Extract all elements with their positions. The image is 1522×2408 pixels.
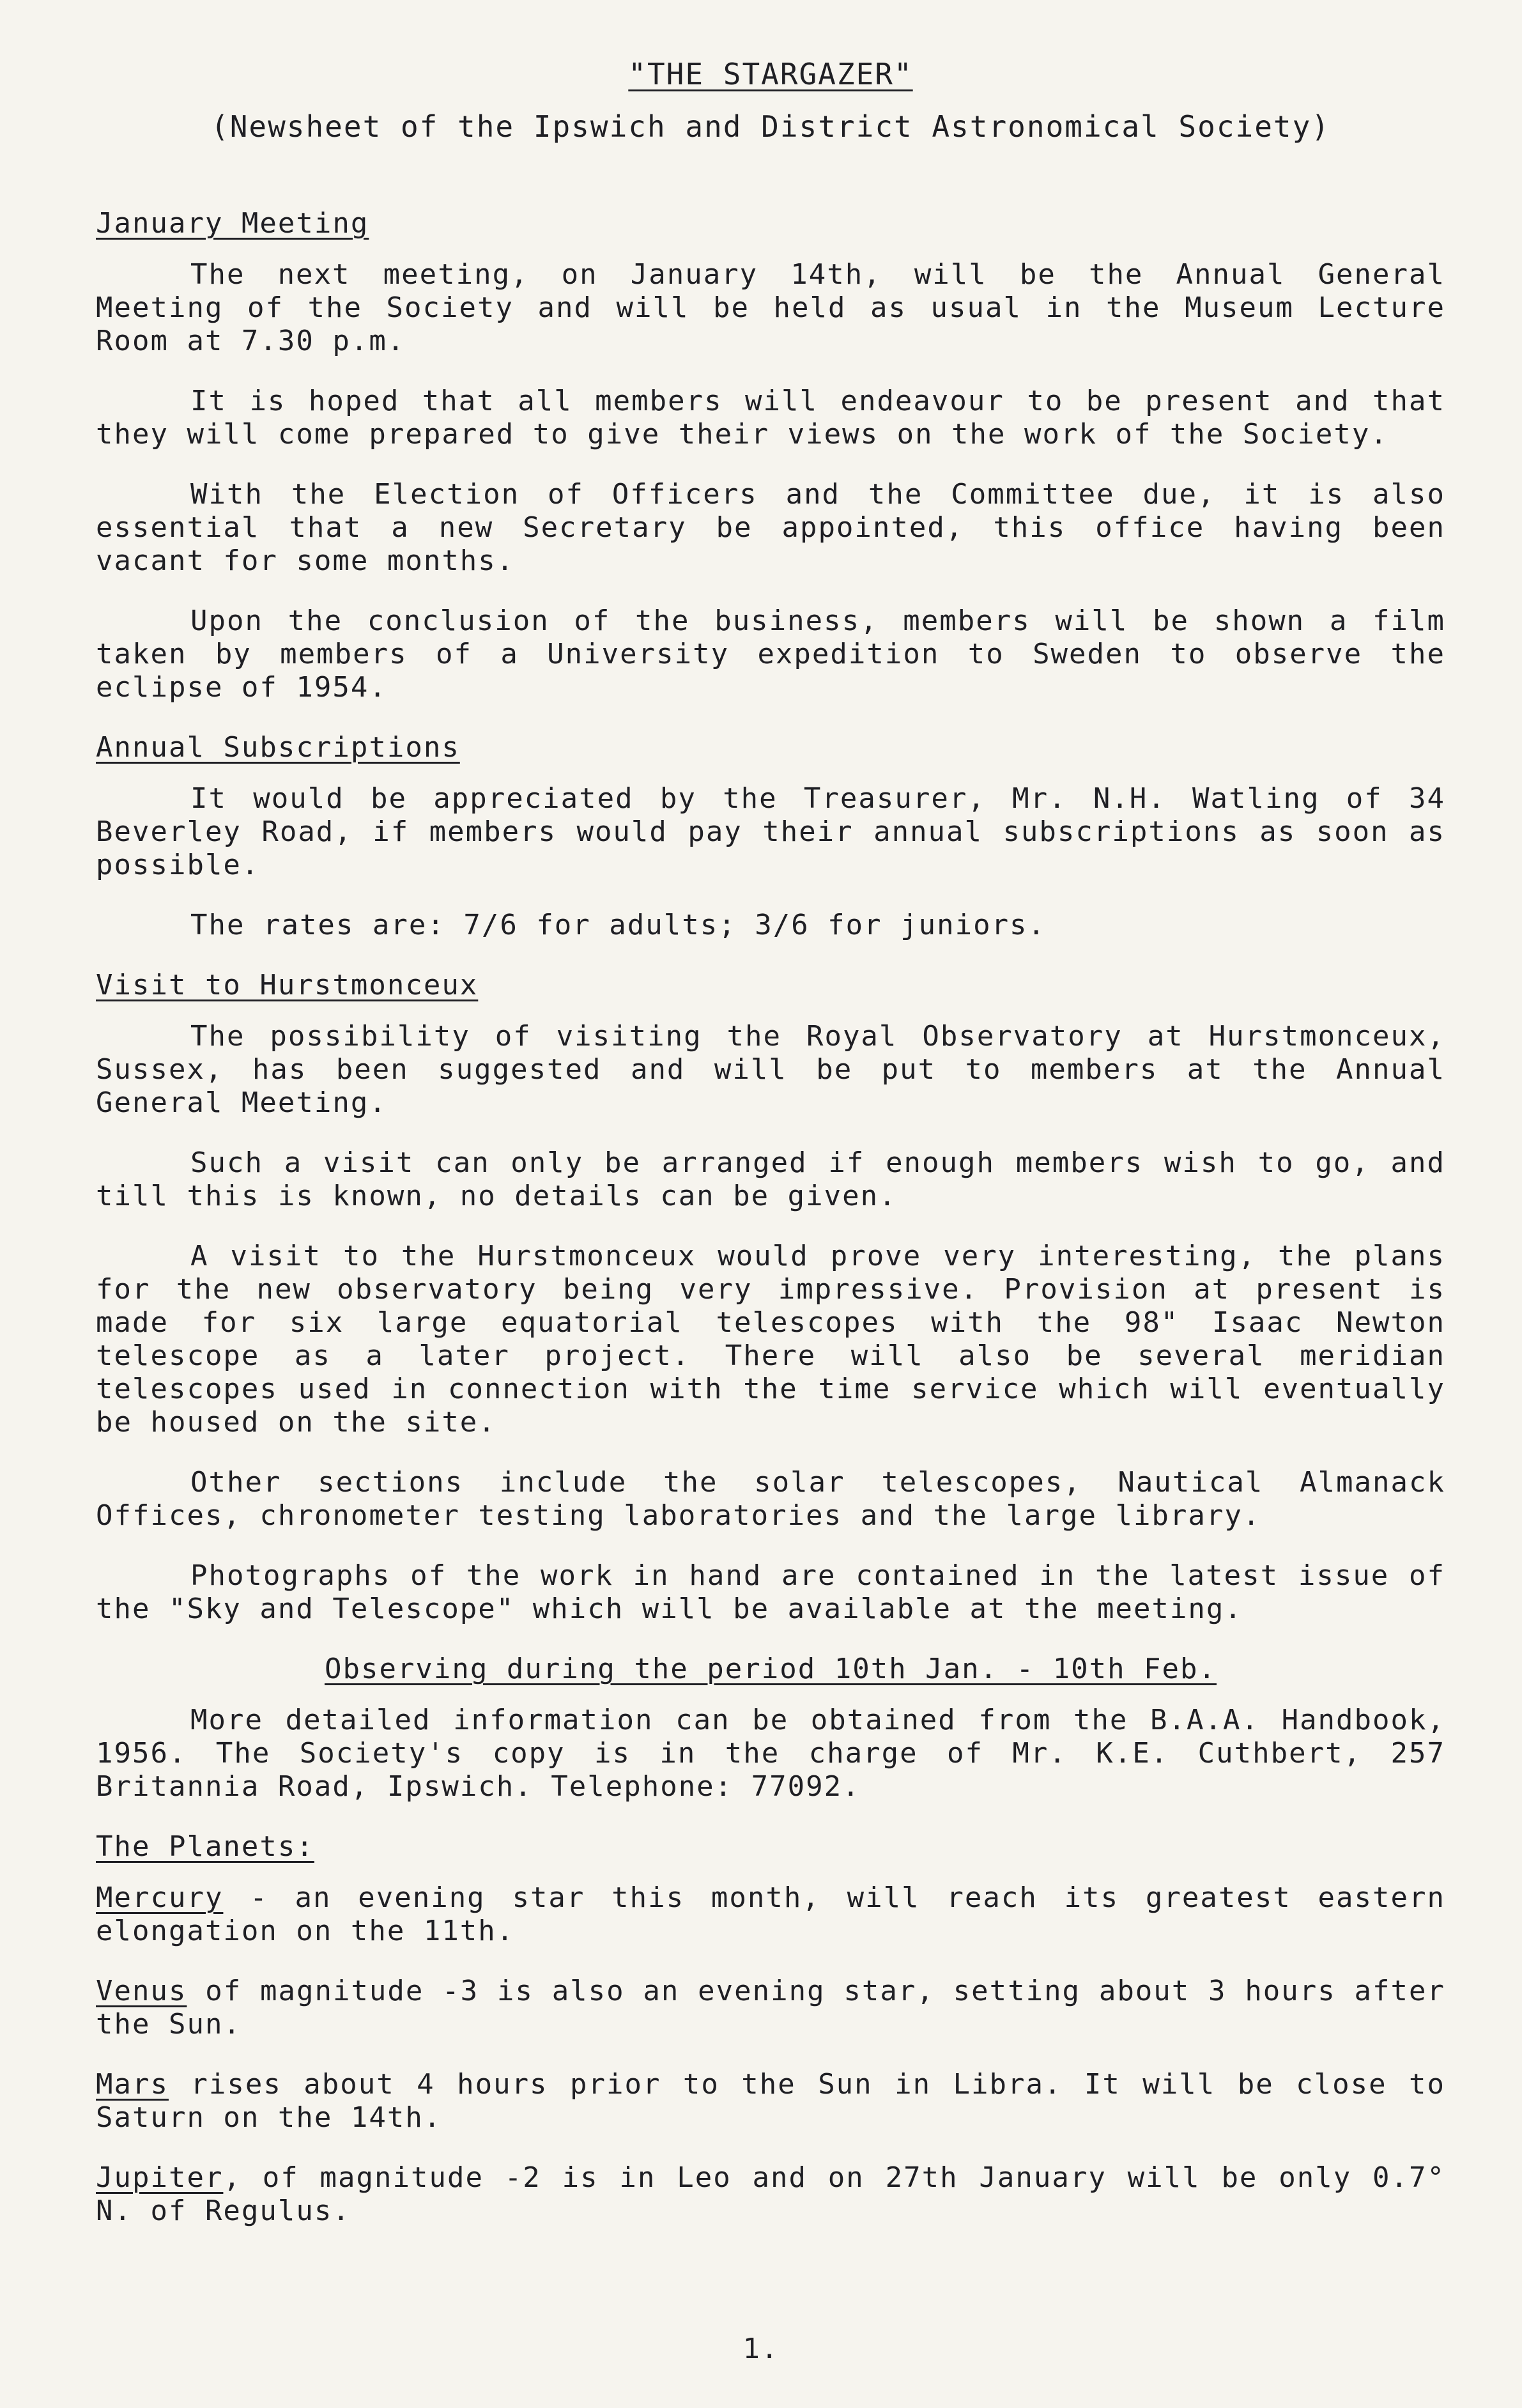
paragraph: A visit to the Hurstmonceux would prove very interesting, the plans for the new observatory being very impressive. Provision at present is made for six large equatorial telescopes with the 98" Isaac Newton telescope as a later project. There will also be several meridian telescopes used in connection with the time service which will eventually be housed on the site. [96, 1240, 1445, 1439]
planets-heading: The Planets: [96, 1830, 314, 1863]
paragraph: Such a visit can only be arranged if enough members wish to go, and till this is known, no details can be given. [96, 1146, 1445, 1212]
january-meeting-section [96, 207, 1445, 704]
paragraph: The rates are: 7/6 for adults; 3/6 for juniors. [190, 909, 1047, 941]
planet-name: Venus [96, 1975, 187, 2007]
visit-heading: Visit to Hurstmonceux [96, 969, 479, 1001]
planet-text: rises about 4 hours prior to the Sun in Libra. It will be close to Saturn on the 14th. [96, 2068, 1445, 2134]
newsheet-subtitle: (Newsheet of the Ipswich and District Astronomical Society) [211, 109, 1330, 144]
january-meeting-heading: January Meeting [96, 207, 369, 240]
paragraph: The next meeting, on January 14th, will be the Annual General Meeting of the Society and will be held as usual in the Museum Lecture Room at 7.30 p.m. [96, 258, 1445, 357]
annual-subscriptions-section [96, 731, 1445, 942]
observing-heading: Observing during the period 10th Jan. - 10th Feb. [324, 1653, 1217, 1685]
page-number: 1. [742, 2333, 780, 2365]
planet-text: , of magnitude -2 is in Leo and on 27th January will be only 0.7° N. of Regulus. [96, 2161, 1445, 2227]
planet-name: Jupiter [96, 2161, 224, 2194]
planet-entry-venus [96, 1975, 1445, 2041]
planet-entry-mercury [96, 1881, 1445, 1948]
planet-name: Mercury [96, 1881, 224, 1914]
planet-text: of magnitude -3 is also an evening star, setting about 3 hours after the Sun. [96, 1975, 1445, 2041]
paragraph: The possibility of visiting the Royal Observatory at Hurstmonceux, Sussex, has been suggested and will be put to members at the Annual General Meeting. [96, 1020, 1445, 1119]
planet-entry-mars [96, 2068, 1445, 2134]
paragraph: Upon the conclusion of the business, members will be shown a film taken by members of a University expedition to Sweden to observe the eclipse of 1954. [96, 605, 1445, 704]
paragraph: Photographs of the work in hand are contained in the latest issue of the "Sky and Telescope" which will be available at the meeting. [96, 1559, 1445, 1625]
planet-text: - an evening star this month, will reach its greatest eastern elongation on the 11th. [96, 1881, 1445, 1947]
paragraph: More detailed information can be obtained from the B.A.A. Handbook, 1956. The Society's copy is in the charge of Mr. K.E. Cuthbert, 257 Britannia Road, Ipswich. Telephone: 77092. [96, 1704, 1445, 1803]
paragraph: Other sections include the solar telescopes, Nautical Almanack Offices, chronometer testing laboratories and the large library. [96, 1466, 1445, 1532]
planet-name: Mars [96, 2068, 169, 2101]
paragraph: It would be appreciated by the Treasurer, Mr. N.H. Watling of 34 Beverley Road, if members would pay their annual subscriptions as soon as possible. [96, 782, 1445, 881]
paragraph: With the Election of Officers and the Committee due, it is also essential that a new Secretary be appointed, this office having been vacant for some months. [96, 478, 1445, 577]
visit-section [96, 969, 1445, 1626]
newsheet-title: "THE STARGAZER" [628, 57, 913, 91]
paragraph: It is hoped that all members will endeavour to be present and that they will come prepared to give their views on the work of the Society. [96, 385, 1445, 451]
observing-section [96, 1653, 1445, 1803]
planets-section [96, 1830, 1445, 2228]
annual-subscriptions-heading: Annual Subscriptions [96, 731, 460, 764]
planet-entry-jupiter [96, 2161, 1445, 2228]
observing-heading-wrap [96, 1653, 1445, 1686]
